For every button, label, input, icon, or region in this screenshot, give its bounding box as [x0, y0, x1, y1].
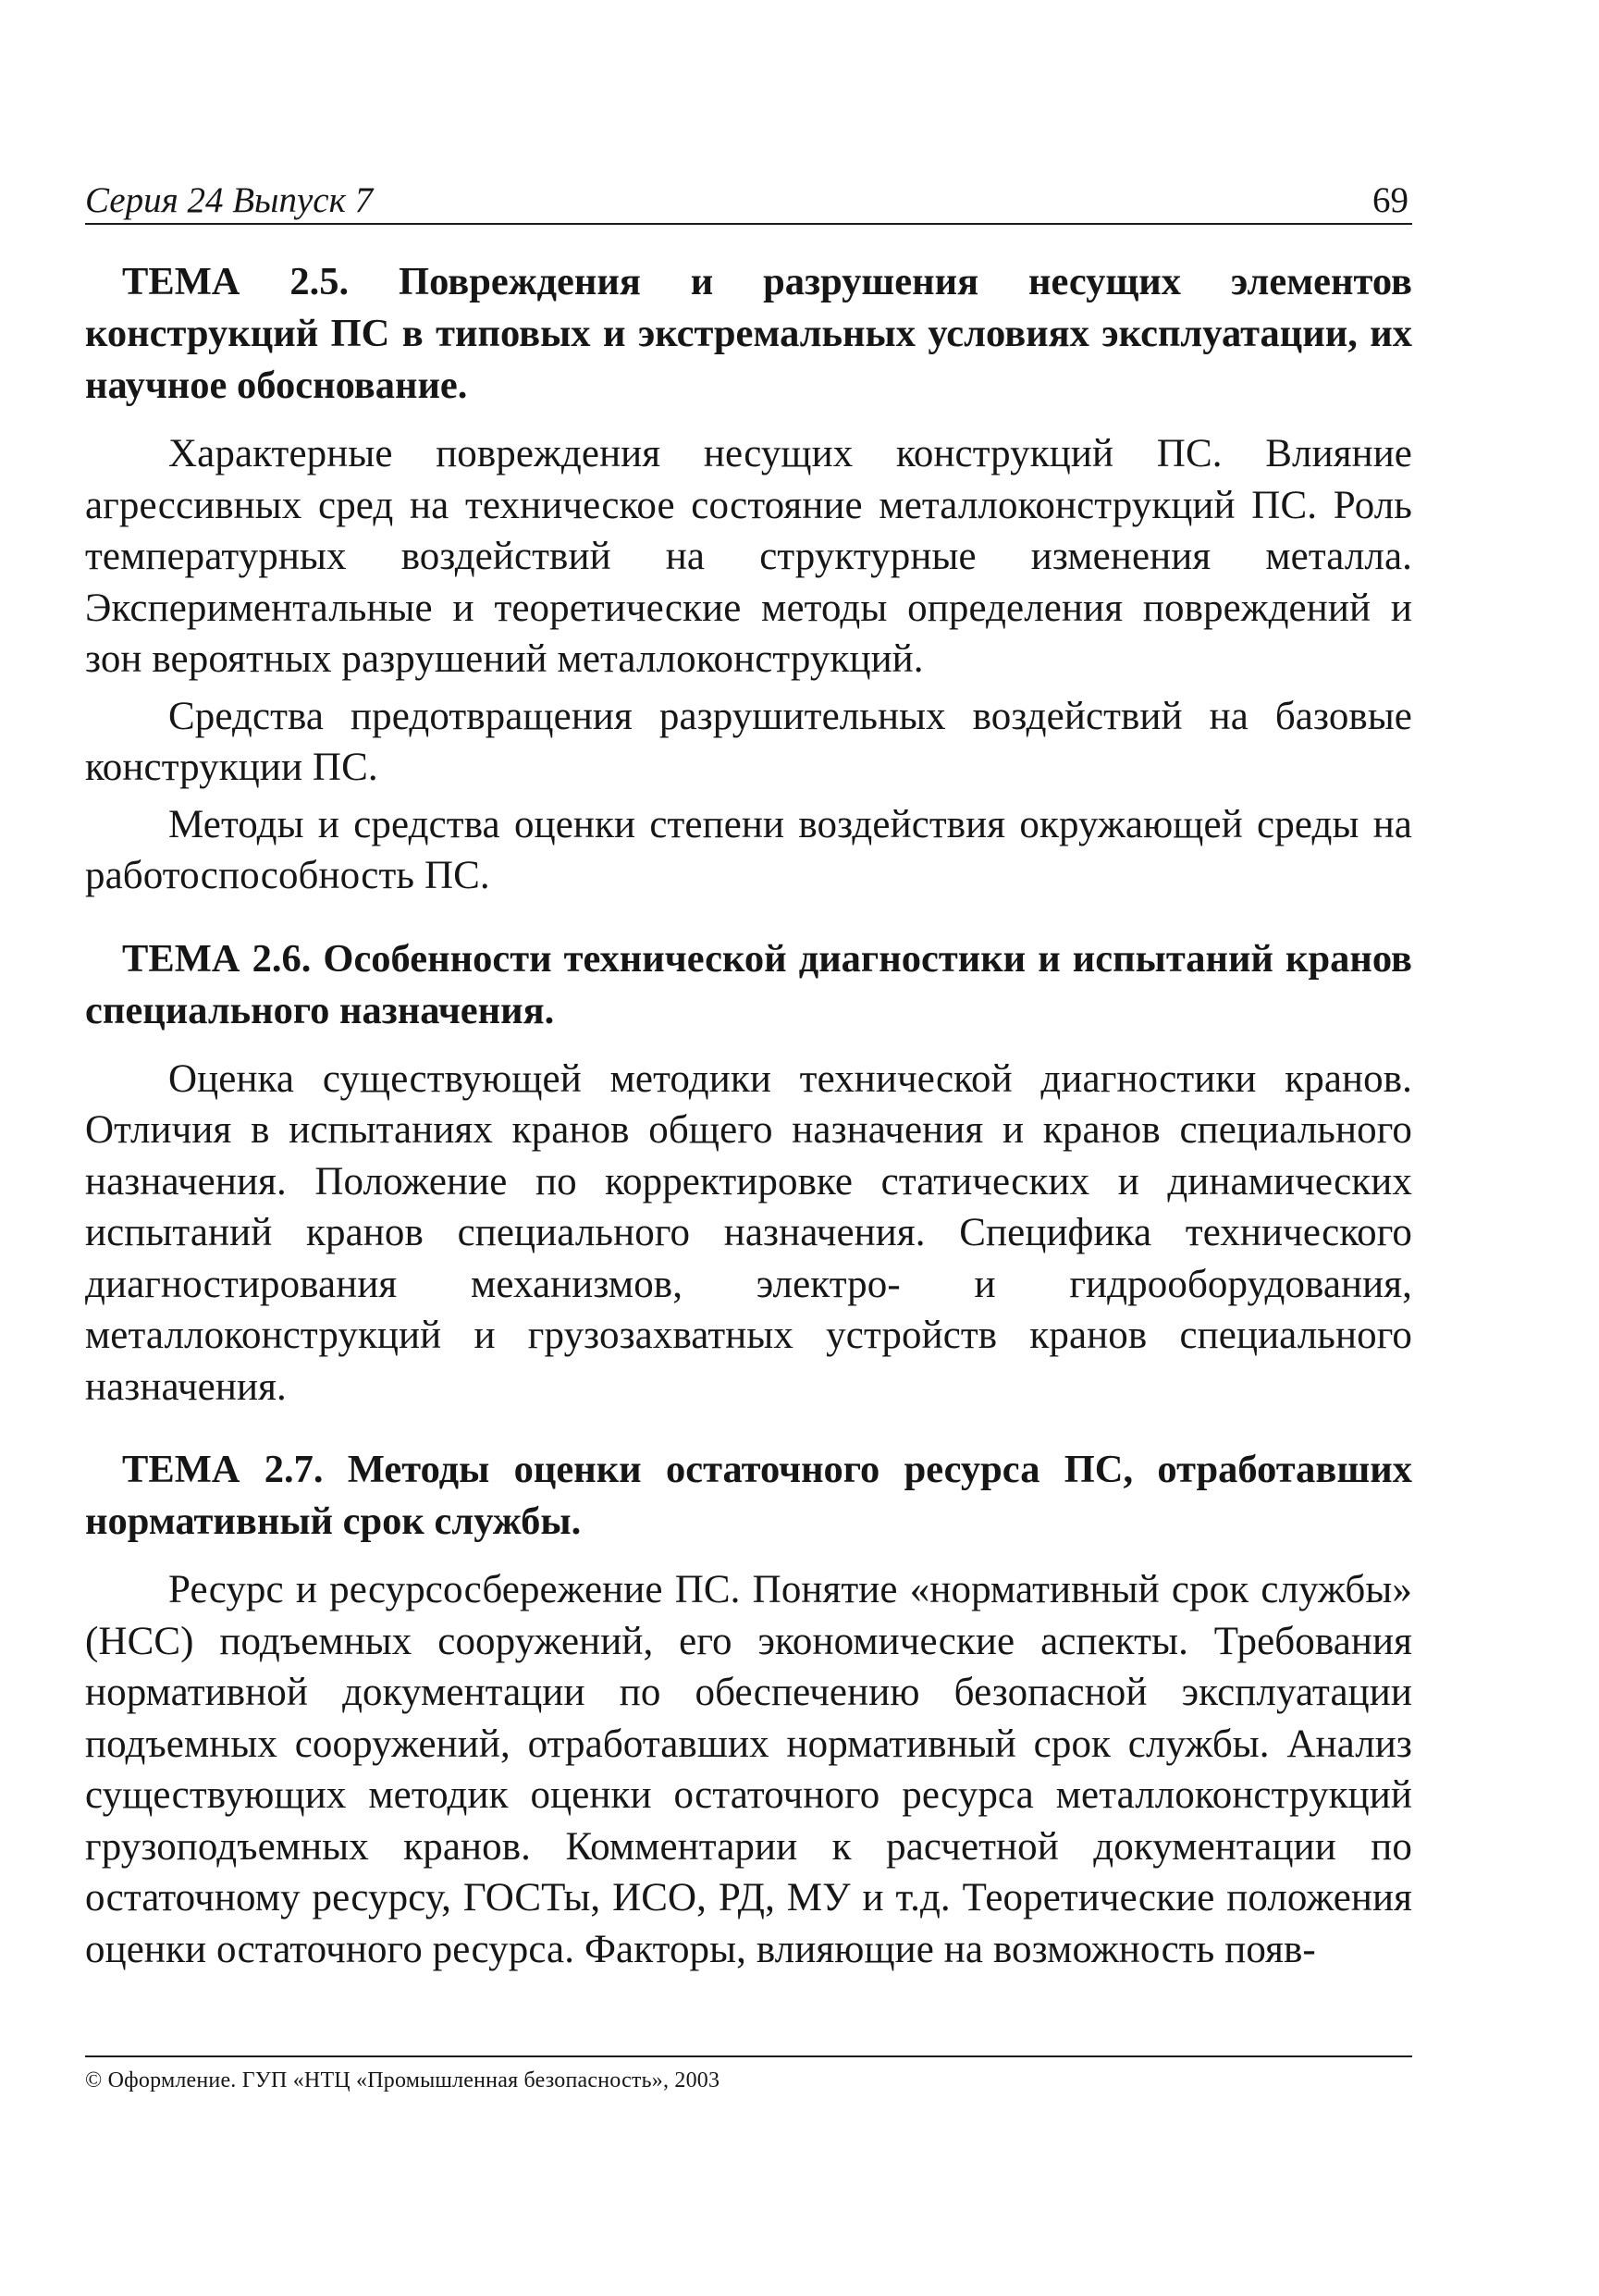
- page-number: 69: [1372, 180, 1408, 220]
- paragraph: Ресурс и ресурсосбережение ПС. Понятие «нормативный срок службы» (НСС) подъемных сооружений, его экономические аспекты. Требования нормативной документации по обеспечению безопасной эксплуатации подъемных сооружений, отработавших нормативный срок службы. Анализ существующих методик оценки остаточного ресурса металлоконструкций грузоподъемных кранов. Комментарии к расчетной документации по остаточному ресурсу, ГОСТы, ИСО, РД, МУ и т.д. Теоретические положения оценки остаточного ресурса. Факторы, влияющие на возможность появ-: [85, 1568, 1412, 1971]
- paragraph: Характерные повреждения несущих конструкций ПС. Влияние агрессивных сред на техническое состояние металлоконструкций ПС. Роль температурных воздействий на структурные изменения металла. Экспериментальные и теоретические методы определения повреждений и зон вероятных разрушений металлоконструкций.: [85, 432, 1412, 681]
- footer-divider: [85, 2055, 1412, 2057]
- section-topic-2-5: [85, 256, 1412, 902]
- paragraph: Средства предотвращения разрушительных воздействий на базовые конструкции ПС.: [85, 694, 1412, 789]
- topic-heading: ТЕМА 2.5. Повреждения и разрушения несущих элементов конструкций ПС в типовых и экстремальных условиях эксплуатации, их научное обоснование.: [85, 260, 1412, 407]
- running-head: [85, 171, 1412, 225]
- paragraph: Оценка существующей методики технической диагностики кранов. Отличия в испытаниях кранов общего назначения и кранов специального назначения. Положение по корректировке статических и динамических испытаний кранов специального назначения. Специфика технического диагностирования механизмов, электро- и гидрооборудования, металлоконструкций и грузозахватных устройств кранов специального назначения.: [85, 1056, 1412, 1409]
- section-topic-2-7: [85, 1444, 1412, 1975]
- book-page: [85, 171, 1412, 1981]
- series-title: Серия 24 Выпуск 7: [85, 180, 374, 220]
- topic-heading: ТЕМА 2.7. Методы оценки остаточного ресурса ПС, отработавших нормативный срок службы.: [85, 1448, 1412, 1543]
- copyright-notice: © Оформление. ГУП «НТЦ «Промышленная безопасность», 2003: [85, 2068, 720, 2092]
- paragraph: Методы и средства оценки степени воздействия окружающей среды на работоспособность ПС.: [85, 802, 1412, 897]
- topic-heading: ТЕМА 2.6. Особенности технической диагностики и испытаний кранов специального назначения.: [85, 936, 1412, 1032]
- section-topic-2-6: [85, 933, 1412, 1413]
- page-footer: [85, 2055, 1412, 2093]
